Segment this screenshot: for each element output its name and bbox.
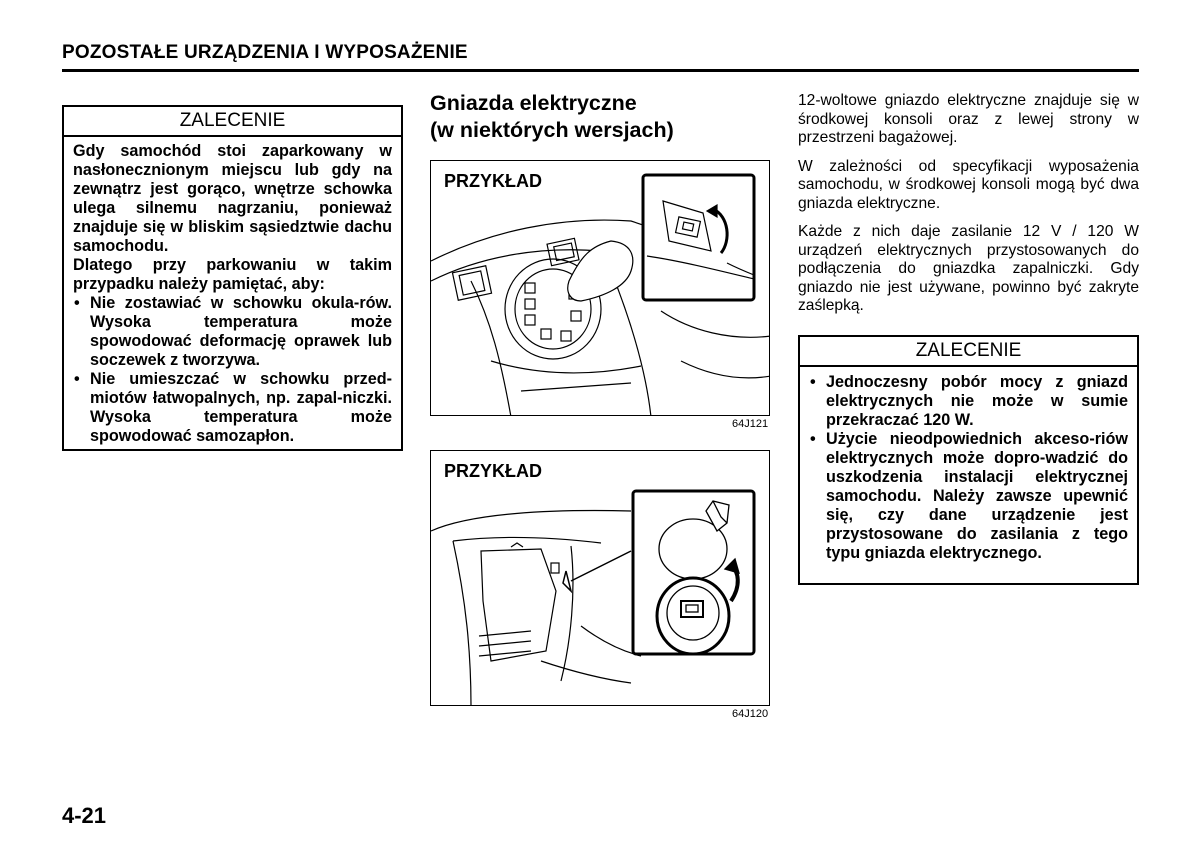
figure-trunk-socket bbox=[430, 450, 770, 706]
left-notice-heading: ZALECENIE bbox=[64, 107, 401, 137]
figure-1-code: 64J121 bbox=[732, 418, 769, 430]
console-socket-illustration bbox=[431, 161, 770, 416]
title-divider bbox=[62, 69, 1139, 72]
right-notice-box bbox=[798, 335, 1139, 585]
section-title: POZOSTAŁE URZĄDZENIA I WYPOSAŻENIE bbox=[62, 42, 468, 63]
section-heading bbox=[430, 90, 674, 144]
left-notice-lead: Dlatego przy parkowaniu w takim przypadku należy pamiętać, aby: bbox=[73, 256, 392, 293]
heading-line-2: (w niektórych wersjach) bbox=[430, 118, 674, 142]
left-notice-box bbox=[62, 105, 403, 451]
figure-1-label: PRZYKŁAD bbox=[444, 171, 542, 191]
figure-2-label: PRZYKŁAD bbox=[444, 461, 542, 481]
left-notice-intro: Gdy samochód stoi zaparkowany w nasłonecznionym miejscu lub gdy na zewnątrz jest gorąco, wnętrze schowka ulega silnemu nagrzaniu, ponieważ znajduje się w bliskim sąsiedztwie dachu samochodu. bbox=[73, 142, 392, 255]
right-text bbox=[798, 92, 1139, 326]
left-notice-item: • Nie zostawiać w schowku okula-rów. Wysoka temperatura może spowodować deformację oprawek lub soczewek z tworzywa. bbox=[73, 294, 392, 370]
figure-2-code: 64J120 bbox=[732, 708, 769, 720]
heading-line-1: Gniazda elektryczne bbox=[430, 91, 637, 115]
page-number: 4-21 bbox=[62, 803, 107, 828]
right-notice-item: • Jednoczesny pobór mocy z gniazd elektrycznych nie może w sumie przekraczać 120 W. bbox=[809, 373, 1128, 430]
left-notice-list bbox=[73, 294, 392, 446]
figure-console-socket bbox=[430, 160, 770, 416]
paragraph-2: W zależności od specyfikacji wyposażenia samochodu, w środkowej konsoli mogą być dwa gniazda elektryczne. bbox=[798, 157, 1139, 212]
right-notice-body bbox=[800, 367, 1137, 569]
right-notice-list bbox=[809, 373, 1128, 563]
trunk-socket-illustration bbox=[431, 451, 770, 706]
left-notice-body bbox=[64, 137, 401, 452]
right-notice-item: • Użycie nieodpowiednich akceso-riów elektrycznych może dopro-wadzić do uszkodzenia instalacji elektrycznej samochodu. Należy zawsze upewnić się, czy dane urządzenie jest przystosowane do zasilania z tego typu gniazda elektrycznego. bbox=[809, 430, 1128, 563]
paragraph-3: Każde z nich daje zasilanie 12 V / 120 W urządzeń elektrycznych przystosowanych do podłączenia do gniazdka zapalniczki. Gdy gniazdo nie jest używane, powinno być zakryte zaślepką. bbox=[798, 223, 1139, 314]
right-notice-heading: ZALECENIE bbox=[800, 337, 1137, 367]
paragraph-1: 12-woltowe gniazdo elektryczne znajduje się w środkowej konsoli oraz z lewej strony w przestrzeni bagażowej. bbox=[798, 92, 1139, 146]
left-notice-item: • Nie umieszczać w schowku przed-miotów łatwopalnych, np. zapal-niczki. Wysoka temperatura może spowodować samozapłon. bbox=[73, 370, 392, 446]
